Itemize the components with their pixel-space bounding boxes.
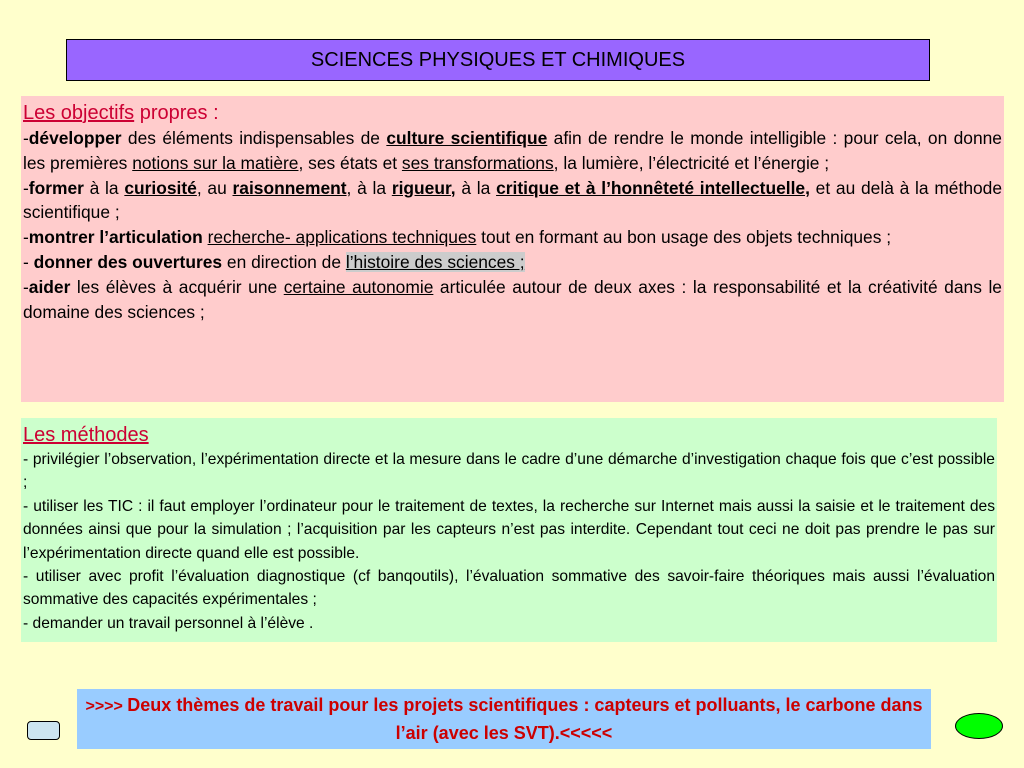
slide-title: SCIENCES PHYSIQUES ET CHIMIQUES [310,48,686,71]
methode-item: - privilégier l’observation, l’expérimentation directe et la mesure dans le cadre d’une démarche d’investigation chaque fois que c’est possible ; [23,451,995,492]
banner-text [77,692,931,746]
objectif-item-developper: -développer des éléments indispensables de culture scientifique afin de rendre le monde intelligible : pour cela, on donne les premières notions sur la matière, ses états et ses transformations, la lumière, l’électricité et l’énergie ; [23,128,1002,173]
histoire-des-sciences-link[interactable]: l’histoire des sciences ; [345,251,525,272]
objectif-item-former: -former à la curiosité, au raisonnement, à la rigueur, à la critique et à l’honnêteté intellectuelle, et au delà à la méthode scientifique ; [23,177,1003,223]
previous-slide-button[interactable] [27,721,60,740]
methodes-heading: Les méthodes [23,424,149,446]
banner-arrows: >>>> [85,698,128,715]
methode-item: - utiliser les TIC : il faut employer l’ordinateur pour le traitement de textes, la recherche sur Internet mais aussi la saisie et le traitement des données ainsi que pour la simulation ; l’acquisition par les capteurs n’est pas interdite. Cependant tout ceci ne doit pas prendre le pas sur l’expérimentation directe quand elle est possible. [23,497,995,562]
slide-title-box [66,39,930,81]
objectif-item-donner: - donner des ouvertures en direction de l’histoire des sciences ; [23,251,525,272]
methode-item: - utiliser avec profit l’évaluation diagnostique (cf banqoutils), l’évaluation sommative des savoir-faire théoriques mais aussi l’évaluation sommative des capacités expérimentales ; [23,568,995,609]
objectif-item-aider: -aider les élèves à acquérir une certaine autonomie articulée autour de deux axes : la responsabilité et la créativité dans le domaine des sciences ; [23,276,1002,322]
objectifs-heading [23,100,1002,126]
next-slide-button[interactable] [955,713,1003,739]
objectifs-panel [21,96,1004,402]
projects-banner[interactable] [77,689,931,749]
objectifs-heading-suffix: propres : [134,102,219,124]
objectif-item-montrer: -montrer l’articulation recherche- applications techniques tout en formant au bon usage des objets techniques ; [23,227,892,248]
methodes-panel [21,418,997,642]
methode-item: - demander un travail personnel à l’élève . [23,614,314,632]
objectifs-heading-main: Les objectifs [23,102,135,124]
banner-message: Deux thèmes de travail pour les projets scientifiques : capteurs et polluants, le carbone dans l’air (avec les SVT).<<<<< [127,695,923,743]
